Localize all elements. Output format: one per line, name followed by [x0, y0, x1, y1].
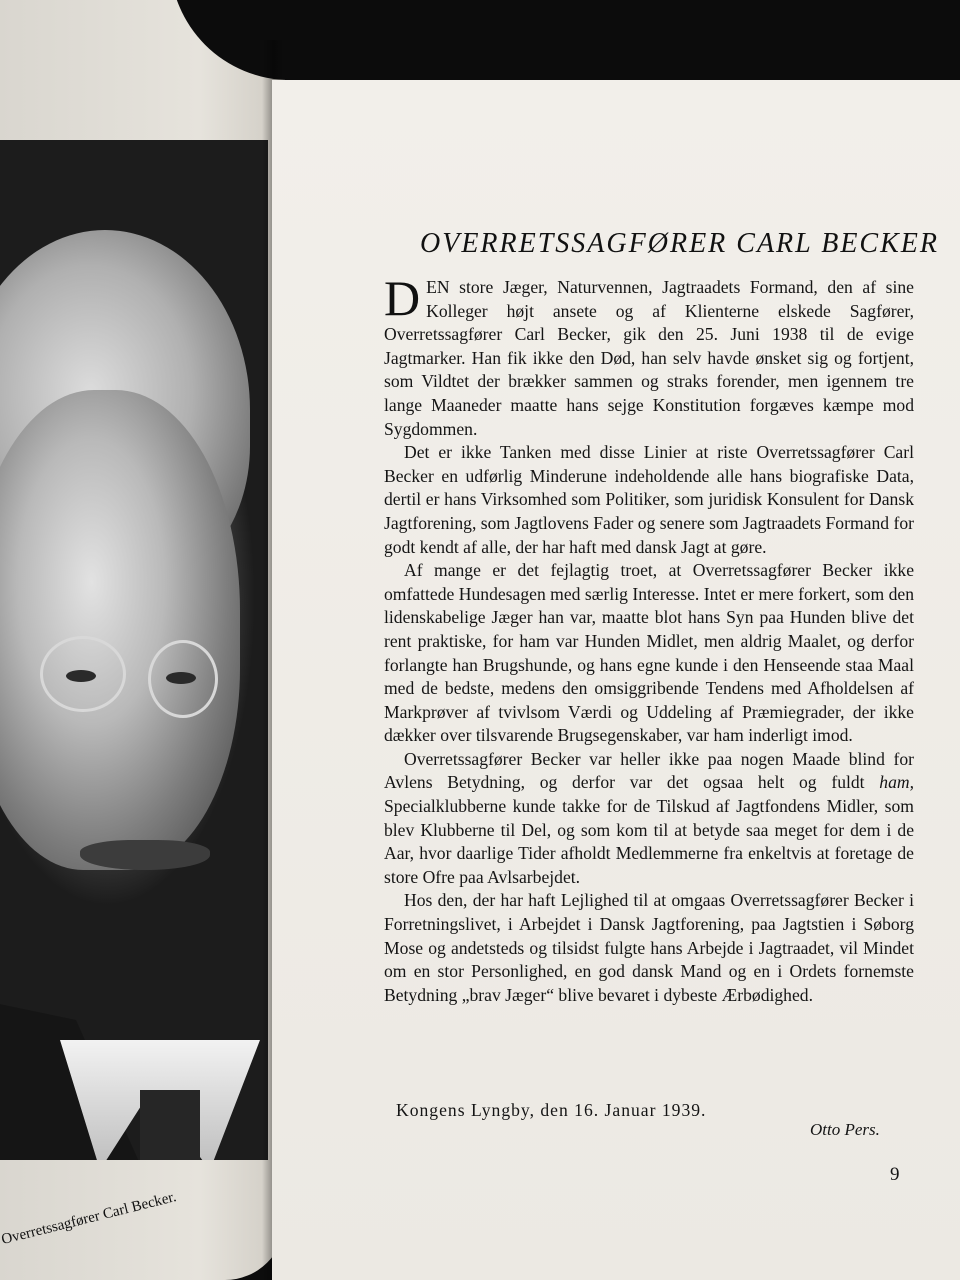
portrait-mustache — [80, 840, 210, 870]
page-number: 9 — [890, 1164, 900, 1185]
paragraph-2: Det er ikke Tanken med disse Linier at riste Overretssagfører Carl Becker en udførlig Minderune indeholdende alle hans biografiske Data, dertil er hans Virksomhed som Politiker, som juridisk Konsulent for Dansk Jagtforening, som Jagtlovens Fader og senere som Jagtraadets Formand for godt kendt af alle, der har haft med dansk Jagt at gøre. — [384, 442, 914, 557]
page-curl-shadow — [170, 0, 310, 80]
portrait-photo — [0, 140, 268, 1160]
portrait-tie — [140, 1090, 200, 1160]
portrait-eye-left — [66, 670, 96, 682]
portrait-eye-right — [166, 672, 196, 684]
right-page — [272, 80, 960, 1280]
paragraph-4-emphasis: ham, — [879, 772, 914, 793]
paragraph-4-text-a: Overretssagfører Becker var heller ikke paa nogen Maade blind for Avlens Betydning, og derfor var det ogsaa helt og fuldt — [384, 748, 914, 793]
paragraph-4-text-b: Specialklubberne kunde takke for de Tilskud af Jagtfondens Midler, som blev Klubberne til Del, og som kom til at betyde saa meget for dem i de Aar, hvor daarlige Tider afholdt Medlemmerne fra enkeltvis at foretage de store Ofre paa Avlsarbejdet. — [384, 796, 914, 887]
author-signature: Otto Pers. — [810, 1120, 880, 1139]
left-page — [0, 0, 285, 1280]
paragraph-5: Hos den, der har haft Lejlighed til at omgaas Overretssagfører Becker i Forretningslivet, i Arbejdet i Dansk Jagtforening, paa Jagtstien i Søborg Mose og andetsteds og tilsidst fulgte hans Arbejde i Jagtraadet, vil Mindet om en stor Personlighed, en god dansk Mand og en i Ordets fornemste Betydning „brav Jæger“ blive bevaret i dybeste Ærbødighed. — [384, 890, 914, 1005]
paragraph-1 — [384, 270, 914, 441]
article-body — [384, 270, 914, 1007]
paragraph-1-text: EN store Jæger, Naturvennen, Jagtraadets Formand, den af sine Kolleger højt ansete og af Klienterne elskede Sagfører, Overretssagfører Carl Becker, gik den 25. Juni 1938 til de evige Jagtmarker. Han fik ikke den Død, han selv havde ønsket sig og fortjent, som Vildtet der brækker sammen og straks forender, men igennem tre lange Maaneder maatte hans sejge Konstitution forgæves kæmpe mod Sygdommen. — [384, 277, 914, 439]
photo-caption: Overretssagfører Carl Becker. — [0, 1189, 178, 1249]
place-and-date: Kongens Lyngby, den 16. Januar 1939. — [396, 1100, 707, 1120]
paragraph-3: Af mange er det fejlagtig troet, at Overretssagfører Becker ikke omfattede Hundesagen med særlig Interesse. Intet er mere forkert, som den lidenskabelige Jæger han var, maatte blot hans Syn paa Hunden blive det rent praktiske, for ham var Hunden Midlet, men aldrig Maalet, og derfor forlangte han Brugshunde, og hans egne kunde i den Henseende staa Maal med de bedste, medens den omsiggribende Tendens med Afholdelsen af Markprøver af tvivlsom Værdi og Uddeling af Præmiegrader, der ikke dækker over tilsvarende Brugsegenskaber, var ham inderligt imod. — [384, 560, 914, 746]
paragraph-4 — [384, 748, 914, 890]
portrait-face — [0, 390, 240, 870]
drop-cap: D — [384, 270, 421, 326]
article-title: OVERRETSSAGFØRER CARL BECKER — [420, 228, 939, 259]
